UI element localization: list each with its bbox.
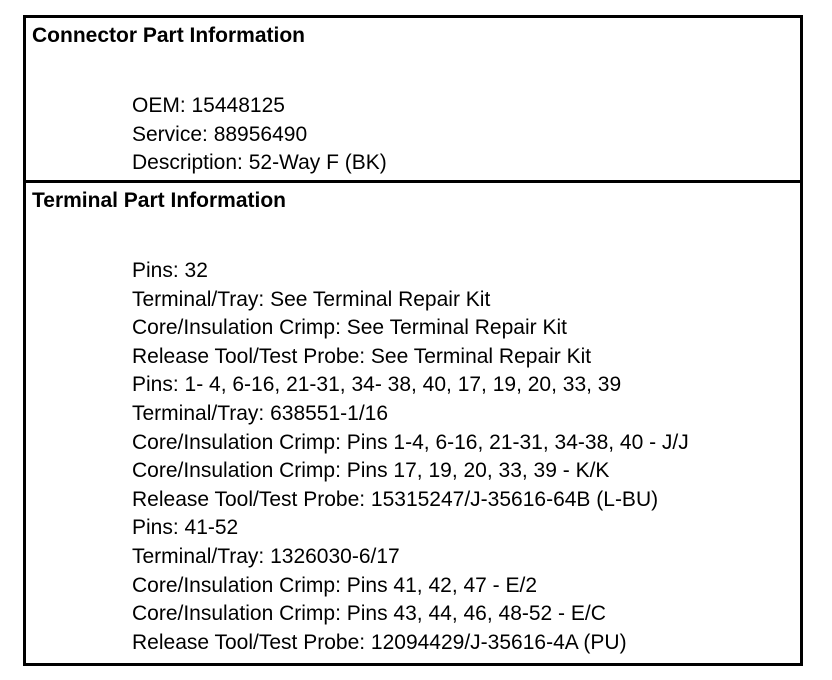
terminal-detail-line: Pins: 1- 4, 6-16, 21-31, 34- 38, 40, 17, 19, 20, 33, 39 xyxy=(132,373,622,397)
terminal-detail-line: Release Tool/Test Probe: 12094429/J-35616-4A (PU) xyxy=(132,630,627,654)
terminal-detail-line: Release Tool/Test Probe: See Terminal Repair Kit xyxy=(132,344,592,368)
connector-description-line: Description: 52-Way F (BK) xyxy=(132,151,387,175)
terminal-detail-line: Core/Insulation Crimp: Pins 43, 44, 46, 48-52 - E/C xyxy=(132,602,606,626)
terminal-detail-line: Terminal/Tray: 1326030-6/17 xyxy=(132,544,400,568)
connector-service-line: Service: 88956490 xyxy=(132,122,308,146)
connector-part-section xyxy=(26,18,800,180)
connector-section-title: Connector Part Information xyxy=(32,24,306,47)
terminal-detail-line: Pins: 41-52 xyxy=(132,516,239,540)
terminal-detail-line: Release Tool/Test Probe: 15315247/J-35616-64B (L-BU) xyxy=(132,487,659,511)
part-information-table xyxy=(23,15,803,666)
terminal-detail-line: Core/Insulation Crimp: Pins 1-4, 6-16, 21-31, 34-38, 40 - J/J xyxy=(132,430,689,454)
terminal-detail-line: Terminal/Tray: 638551-1/16 xyxy=(132,401,389,425)
connector-details-list xyxy=(132,92,387,178)
terminal-detail-line: Terminal/Tray: See Terminal Repair Kit xyxy=(132,287,491,311)
terminal-details-list xyxy=(132,257,689,657)
terminal-section-title: Terminal Part Information xyxy=(32,189,286,212)
terminal-part-section xyxy=(26,183,800,663)
terminal-detail-line: Core/Insulation Crimp: Pins 17, 19, 20, 33, 39 - K/K xyxy=(132,459,610,483)
connector-oem-line: OEM: 15448125 xyxy=(132,94,285,117)
terminal-detail-line: Core/Insulation Crimp: Pins 41, 42, 47 - E/2 xyxy=(132,573,538,597)
terminal-detail-line: Pins: 32 xyxy=(132,259,208,282)
terminal-detail-line: Core/Insulation Crimp: See Terminal Repair Kit xyxy=(132,316,567,340)
